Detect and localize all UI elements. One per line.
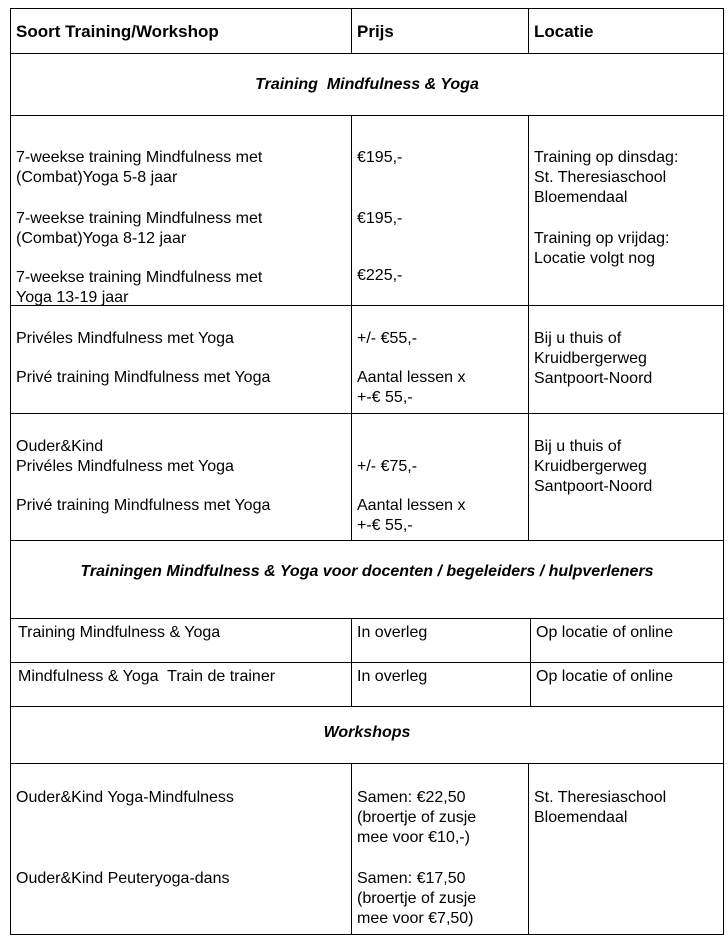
row3-type-cell	[10, 413, 352, 541]
row4-type-cell	[10, 618, 352, 663]
row3-location-1: Bij u thuis of	[534, 438, 622, 455]
row1-location-5: Locatie volgt nog	[534, 250, 655, 267]
row3-location-3: Santpoort-Noord	[534, 478, 653, 495]
section-title-workshops: Workshops	[323, 724, 411, 741]
row2-type-cell	[10, 305, 352, 414]
row5-location-cell	[530, 662, 724, 707]
row1-location-2: St. Theresiaschool	[534, 169, 667, 186]
header-price: Prijs	[357, 22, 394, 41]
row1-price-3: €225,-	[357, 267, 403, 284]
row2-location-cell	[528, 305, 724, 414]
row1-item-3-line1: 7-weekse training Mindfulness met	[16, 269, 263, 286]
header-cell-price	[351, 8, 529, 54]
row3-price-2: Aantal lessen x	[357, 497, 466, 514]
row5-price: In overleg	[357, 668, 428, 685]
row1-item-3-line2: Yoga 13-19 jaar	[16, 289, 129, 306]
row6-price-5: (broertje of zusje	[357, 890, 477, 907]
row1-item-1-line2: (Combat)Yoga 5-8 jaar	[16, 169, 178, 186]
row4-price: In overleg	[357, 624, 428, 641]
row2-item-2: Privé training Mindfulness met Yoga	[16, 369, 271, 386]
row2-price-2: Aantal lessen x	[357, 369, 466, 386]
row3-location-2: Kruidbergerweg	[534, 458, 647, 475]
row6-price-1: Samen: €22,50	[357, 789, 466, 806]
section-row-training	[10, 53, 724, 116]
row5-type-cell	[10, 662, 352, 707]
header-cell-type	[10, 8, 352, 54]
row1-price-1: €195,-	[357, 149, 403, 166]
table-row	[10, 115, 724, 306]
row1-location-4: Training op vrijdag:	[534, 230, 670, 247]
header-location: Locatie	[534, 22, 594, 41]
section-row-docenten	[10, 540, 724, 619]
row5-item: Mindfulness & Yoga Train de trainer	[18, 668, 276, 685]
row4-location: Op locatie of online	[536, 624, 673, 641]
row1-type-cell	[10, 115, 352, 306]
row4-item: Training Mindfulness & Yoga	[18, 624, 221, 641]
section-title-docenten: Trainingen Mindfulness & Yoga voor docenten / begeleiders / hulpverleners	[80, 563, 654, 580]
row2-location-3: Santpoort-Noord	[534, 370, 653, 387]
table-header-row	[10, 8, 724, 54]
row2-price-cell	[351, 305, 529, 414]
table-row	[10, 305, 724, 414]
row3-item-2: Privéles Mindfulness met Yoga	[16, 458, 234, 475]
row1-item-1-line1: 7-weekse training Mindfulness met	[16, 149, 263, 166]
table-row	[10, 662, 724, 707]
row6-item-1: Ouder&Kind Yoga-Mindfulness	[16, 789, 234, 806]
section-title-training: Training Mindfulness & Yoga	[255, 76, 479, 93]
table-row	[10, 413, 724, 541]
row4-price-cell	[351, 618, 531, 663]
row6-location-cell	[528, 763, 724, 935]
row3-price-3: +-€ 55,-	[357, 517, 413, 534]
row6-price-6: mee voor €7,50)	[357, 910, 474, 927]
row6-location-2: Bloemendaal	[534, 809, 628, 826]
row1-price-cell	[351, 115, 529, 306]
row3-item-1: Ouder&Kind	[16, 438, 104, 455]
row6-price-2: (broertje of zusje	[357, 809, 477, 826]
section-row-workshops	[10, 706, 724, 764]
row2-location-1: Bij u thuis of	[534, 330, 622, 347]
table-row	[10, 763, 724, 935]
row6-price-cell	[351, 763, 529, 935]
row3-price-1: +/- €75,-	[357, 458, 418, 475]
row1-location-1: Training op dinsdag:	[534, 149, 679, 166]
row2-price-1: +/- €55,-	[357, 330, 418, 347]
row2-location-2: Kruidbergerweg	[534, 350, 647, 367]
row1-price-2: €195,-	[357, 210, 403, 227]
row3-item-3: Privé training Mindfulness met Yoga	[16, 497, 271, 514]
row5-location: Op locatie of online	[536, 668, 673, 685]
row1-location-3: Bloemendaal	[534, 189, 628, 206]
row3-location-cell	[528, 413, 724, 541]
row2-price-3: +-€ 55,-	[357, 389, 413, 406]
row1-location-cell	[528, 115, 724, 306]
row4-location-cell	[530, 618, 724, 663]
row6-price-3: mee voor €10,-)	[357, 829, 470, 846]
header-cell-location	[528, 8, 724, 54]
row6-item-2: Ouder&Kind Peuteryoga-dans	[16, 870, 230, 887]
header-type: Soort Training/Workshop	[16, 22, 219, 41]
table-row	[10, 618, 724, 663]
row1-item-2-line1: 7-weekse training Mindfulness met	[16, 210, 263, 227]
row1-item-2-line2: (Combat)Yoga 8-12 jaar	[16, 230, 187, 247]
row2-item-1: Privéles Mindfulness met Yoga	[16, 330, 234, 347]
row6-type-cell	[10, 763, 352, 935]
row6-price-4: Samen: €17,50	[357, 870, 466, 887]
row3-price-cell	[351, 413, 529, 541]
row6-location-1: St. Theresiaschool	[534, 789, 667, 806]
row5-price-cell	[351, 662, 531, 707]
